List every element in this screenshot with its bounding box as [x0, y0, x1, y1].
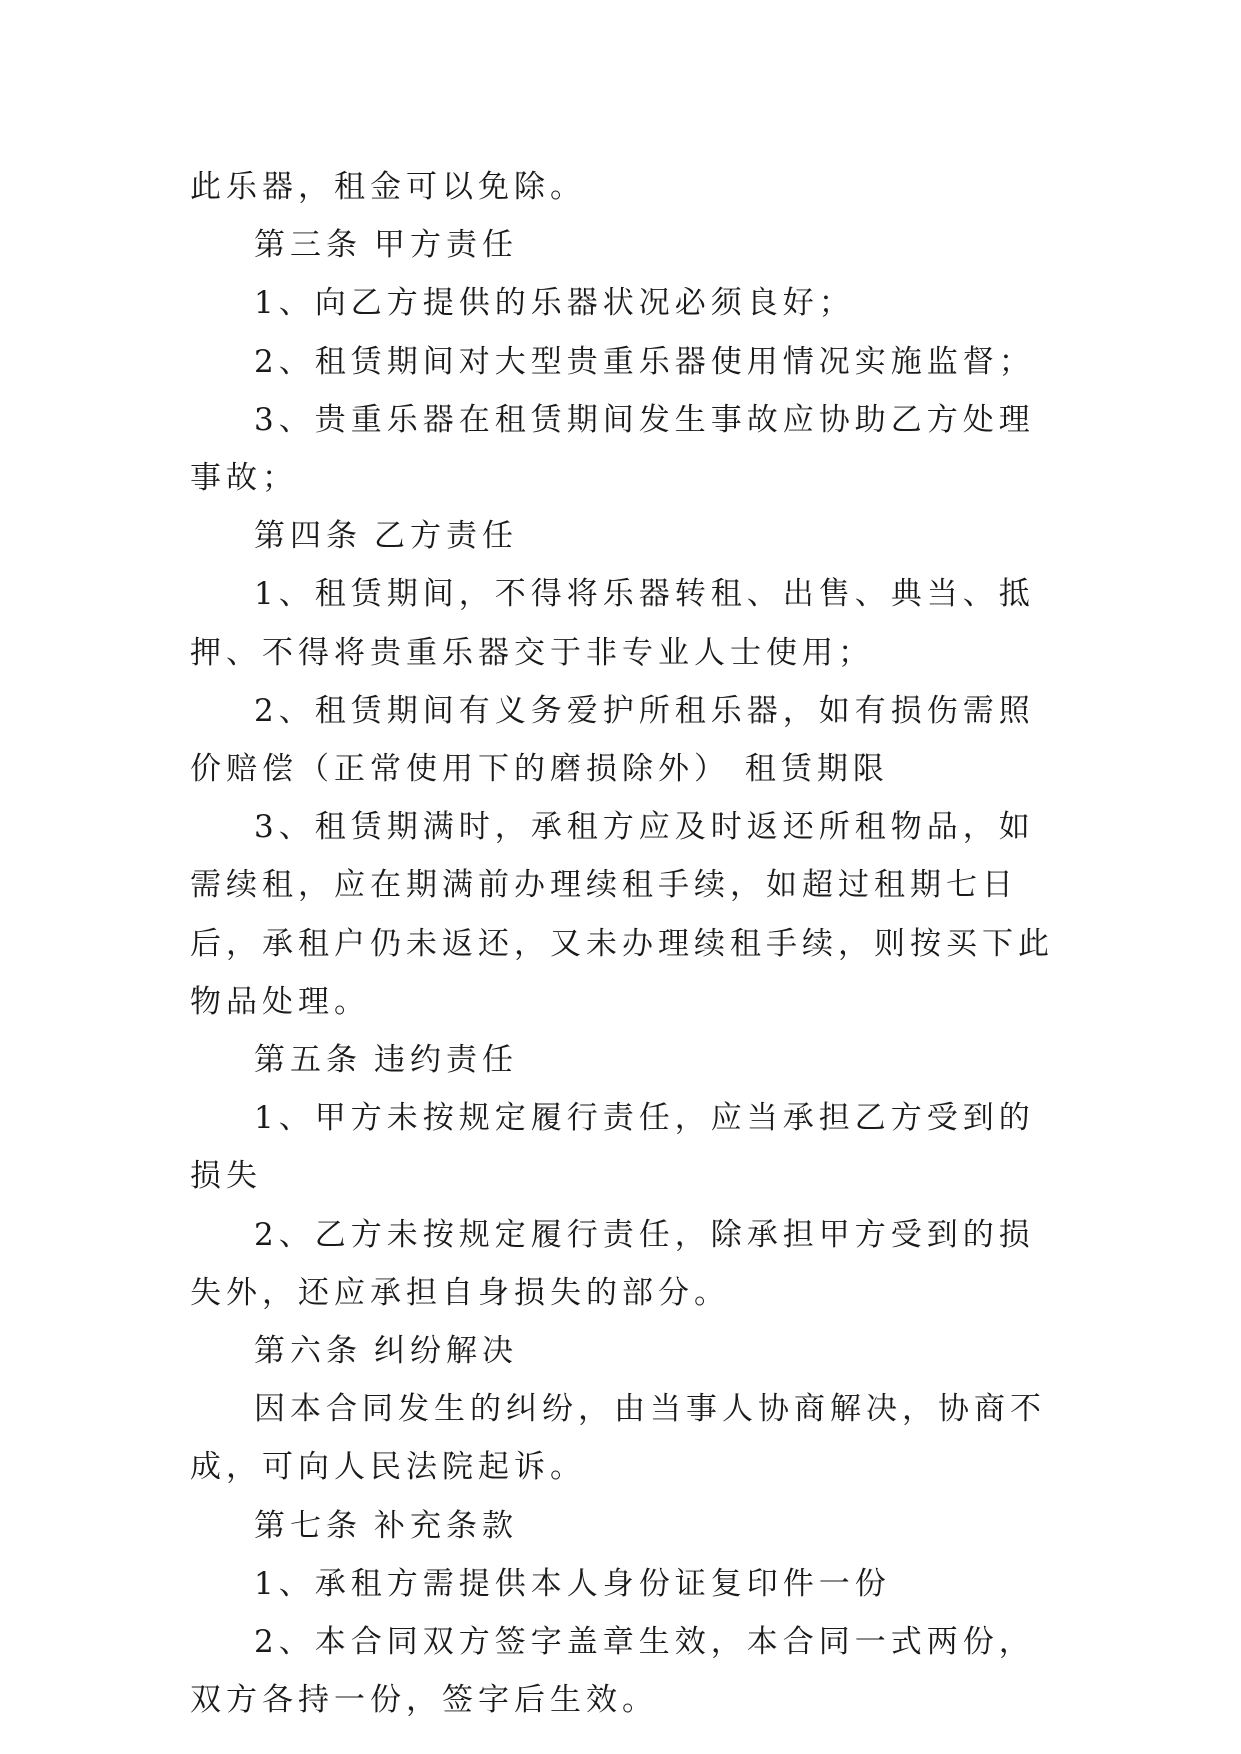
clause-item: 3、贵重乐器在租赁期间发生事故应协助乙方处理事故；	[190, 401, 1035, 497]
article-title: 补充条款	[374, 1507, 518, 1544]
article-number: 第五条	[254, 1042, 362, 1079]
article-number: 第三条	[254, 227, 362, 264]
article-heading-5	[190, 1031, 1070, 1089]
clause-item: 2、本合同双方签字盖章生效，本合同一式两份，双方各持一份，签字后生效。	[190, 1624, 1035, 1719]
clause-item: 2、乙方未按规定履行责任，除承担甲方受到的损失外，还应承担自身损失的部分。	[190, 1216, 1035, 1311]
article-number: 第四条	[254, 518, 362, 555]
clause-item: 1、向乙方提供的乐器状况必须良好；	[254, 285, 855, 322]
clause-item: 因本合同发生的纠纷，由当事人协商解决，协商不成，可向人民法院起诉。	[190, 1391, 1046, 1486]
article-title: 违约责任	[374, 1042, 518, 1079]
article-title: 甲方责任	[374, 227, 518, 264]
paragraph-continuation: 此乐器，租金可以免除。	[190, 169, 586, 205]
article-heading-7	[190, 1497, 1070, 1555]
article-heading-4	[190, 507, 1070, 565]
article-title: 纠纷解决	[374, 1333, 518, 1370]
clause-item: 2、租赁期间有义务爱护所租乐器，如有损伤需照价赔偿（正常使用下的磨损除外） 租赁期限	[190, 692, 1035, 788]
article-number: 第六条	[254, 1333, 362, 1370]
clause-item: 1、承租方需提供本人身份证复印件一份	[254, 1565, 891, 1602]
clause-item: 2、租赁期间对大型贵重乐器使用情况实施监督；	[254, 343, 1035, 380]
article-title: 乙方责任	[374, 518, 518, 555]
document-body	[190, 158, 1070, 1729]
article-heading-6	[190, 1322, 1070, 1380]
article-heading-3	[190, 216, 1070, 274]
clause-item: 1、甲方未按规定履行责任，应当承担乙方受到的损失	[190, 1100, 1035, 1195]
clause-item: 1、租赁期间，不得将乐器转租、出售、典当、抵押、不得将贵重乐器交于非专业人士使用；	[190, 576, 1035, 671]
article-number: 第七条	[254, 1507, 362, 1544]
clause-item: 3、租赁期满时，承租方应及时返还所租物品，如需续租，应在期满前办理续租手续，如超过租期七日后，承租户仍未返还，又未办理续租手续，则按买下此物品处理。	[190, 809, 1054, 1020]
